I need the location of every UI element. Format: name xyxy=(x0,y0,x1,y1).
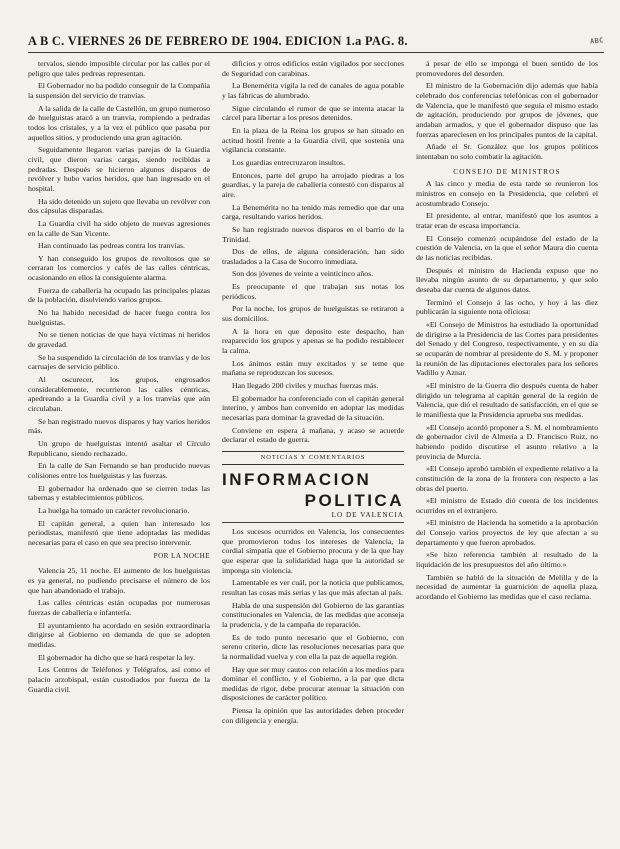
columns xyxy=(28,59,604,849)
paragraph: Sigue circulando el rumor de que se intenta atacar la cárcel para libertar a los presos detenidos. xyxy=(222,103,404,123)
paragraph: dificios y otros edificios están vigilados por secciones de Seguridad con carabinas. xyxy=(222,59,404,78)
paragraph: Los ánimos están muy excitados y se teme que mañana se reproduzcan los sucesos. xyxy=(222,358,404,378)
paragraph: Se han registrado nuevos disparos en el barrio de la Trinidad. xyxy=(222,224,404,244)
paragraph: Se ha suspendido la circulación de los tranvías y de los carruajes de servicio público. xyxy=(28,352,210,372)
paragraph: A las cinco y media de esta tarde se reunieron los ministros en consejo en la Presidencia, que celebró el acostumbrado Consejo. xyxy=(416,179,598,208)
paragraph: »El ministro de Hacienda ha sometido a la aprobación del Consejo varios proyectos de ley que afectan a su departamento y que fueron aprobados. xyxy=(416,518,598,547)
paragraph: Han continuado las pedreas contra los tranvías. xyxy=(38,241,186,251)
paragraph: Habla de una suspensión del Gobierno de las garantías constitucionales en Valencia, de las medidas que aconseja la prudencia, y de la campaña de reparación. xyxy=(222,600,404,629)
paragraph: Después el ministro de Hacienda expuso que no llevaba ningún asunto de su departamento, y que solo deseaba dar cuenta de algunos datos. xyxy=(416,265,598,295)
paragraph: El ministro de la Gobernación dijo además que había celebrado dos conferencias telefónicas con el gobernador de Valencia, que le manifestó que seguía el mismo estado de agitación, produciendo por grupos de jóvenes, que andaban armados, y que el gobernador dispuso que las fuerzas apareciesen en los principales puntos de la capital. xyxy=(416,81,598,139)
paragraph: »El Consejo aprobó también el expediente relativo a la constitución de la zona de la frontera con respecto a las obras del puerto. xyxy=(416,464,598,493)
paragraph: Los guardias entrecruzaron insultos. xyxy=(232,157,346,167)
paragraph: Es preocupante el que trabajan sus notas los periódicos. xyxy=(222,282,404,301)
paragraph: No ha habido necesidad de hacer fuego contra los huelguistas. xyxy=(28,308,210,327)
paragraph: Son dos jóvenes de veinte a veinticinco años. xyxy=(232,269,374,279)
paragraph: La Guardia civil ha sido objeto de nuevas agresiones en la calle de San Vicente. xyxy=(28,218,210,238)
paragraph: También se habló de la situación de Melilla y de la necesidad de aumentar la guarnición de aquella plaza, acordando el Gobierno las medidas que el caso reclama. xyxy=(416,572,598,602)
paragraph: »El ministro de la Guerra dio después cuenta de haber dirigido un telegrama al capitán general de la región de Valencia, que dió el resultado de satisfacción, en el que se le manifiesta que la Presidencia aprueba sus medidas. xyxy=(416,380,598,419)
paragraph: Ha sido detenido un sujeto que llevaba un revólver con dos cápsulas disparadas. xyxy=(28,196,210,216)
paragraph: Conviene en espera á mañana, y acaso se acuerde declarar el estado de guerra. xyxy=(222,425,404,445)
paragraph: El gobernador ha ordenado que se cierren todas las tabernas y establecimientos públicos. xyxy=(28,483,210,503)
paragraph: Fuerza de caballería ha ocupado las principales plazas de la población, disolviendo varios grupos. xyxy=(28,285,210,305)
paragraph: Un grupo de huelguistas intentó asaltar el Círculo Republicano, siendo rechazado. xyxy=(28,438,210,458)
page-header xyxy=(28,30,604,53)
headline-informacion: INFORMACION xyxy=(222,469,372,489)
paragraph: tervalos, siendo imposible circular por las calles por el peligro que tales pedreas representan. xyxy=(28,59,210,78)
paragraph: Hay que ser muy cautos con relación a los medios para dominar el conflicto, y el Gobierno, a la par que dicta medidas de rigor, debe procurar atenuar la situación con disposiciones de carácter político. xyxy=(222,664,404,703)
paragraph: Lamentable es ver cuál, por la noticia que publicamos, resultan las cosas más serias y las que más afectan al país. xyxy=(222,578,404,597)
paragraph: «El Consejo de Ministros ha estudiado la oportunidad de dirigirse a la Presidencia de las Cortes para presidentes del Senado y del Congreso, respectivamente, y en su día se ocuparán de nombrar al presidente de S. M. y proponer la reunión de las diputaciones electorales para los señores Vadillo y Aznar. xyxy=(416,320,598,378)
paragraph: No se tienen noticias de que haya víctimas ni heridos de gravedad. xyxy=(28,330,210,350)
paragraph: Es de todo punto necesario que el Gobierno, con sereno criterio, dicte las resoluciones necesarias para que la normalidad vuelva y con ella la paz de aquella región. xyxy=(222,632,404,661)
paragraph: Entonces, parte del grupo ha arrojado piedras a los guardias, y la pareja de caballería contestó con disparos al aire. xyxy=(222,170,404,199)
paragraph: Añade el Sr. González que los grupos políticos intentaban no solo combatir la agitación. xyxy=(416,142,598,161)
paragraph: Por la noche, los grupos de huelguistas se retiraron a sus domicilios. xyxy=(222,304,404,324)
paragraph: El gobernador ha dicho que se hará respetar la ley. xyxy=(38,652,196,662)
column-1 xyxy=(28,59,210,849)
paragraph: á pesar de ello se imponga el buen sentido de los promovedores del desorden. xyxy=(416,59,598,78)
section-bar: NOTICIAS Y COMENTARIOS xyxy=(222,451,404,465)
headline-politica: POLITICA xyxy=(304,490,404,510)
paragraph: La Benemérita vigila la red de canales de agua potable y las fábricas de alumbrado. xyxy=(222,81,404,100)
paragraph: La Benemérita no ha tenido más remedio que dar una carga, resultando varios heridos. xyxy=(222,202,404,222)
paragraph: »El ministro de Estado dió cuenta de los incidentes ocurridos en el extranjero. xyxy=(416,496,598,515)
paragraph: »Se hizo referencia también al resultado de la liquidación de los presupuestos del año último.» xyxy=(416,550,598,570)
paragraph: El Gobernador no ha podido conseguir de la Compañía la suspensión del servicio de tranvías. xyxy=(28,81,210,100)
paragraph: Piensa la opinión que las autoridades deben proceder con diligencia y energía. xyxy=(222,706,404,725)
paragraph: Valencia 25, 11 noche. El aumento de los huelguistas es ya general, no pudiendo precisarse el número de los que han abandonado el trabajo. xyxy=(28,566,210,595)
paragraph: Terminó el Consejo á las ocho, y hoy á las diez publicarán la siguiente nota oficiosa: xyxy=(416,297,598,317)
paragraph: La huelga ha tomado un carácter revolucionario. xyxy=(38,505,190,515)
paragraph: Las calles céntricas están ocupadas por numerosas fuerzas de caballería e infantería. xyxy=(28,598,210,618)
paragraph: Los Centros de Teléfonos y Telégrafos, así como el palacio arzobispal, están custodiados por fuerza de la Guardia civil. xyxy=(28,665,210,694)
paragraph: Dos de ellos, de alguna consideración, han sido trasladados a la Casa de Socorro inmediata. xyxy=(222,247,404,266)
paragraph: El capitán general, a quien han interesado los periodistas, manifestó que tiene adoptadas las medidas necesarias para el caso en que sea preciso intervenir. xyxy=(28,518,210,547)
paragraph: »El Consejo acordó proponer a S. M. el nombramiento de gobernador civil de Almería a D. Francisco Ruiz, no habiendo podido discutirse el asunto relativo a la provincia de Murcia. xyxy=(416,422,598,461)
column-2 xyxy=(222,59,404,849)
paragraph: El gobernador ha conferenciado con el capitán general interino, y ambos han convenido en adoptar las medidas necesarias para dominar la gravedad de la situación. xyxy=(222,393,404,422)
paragraph: En la plaza de la Reina los grupos se han situado en actitud hostil frente a la Guardia civil, que sostenía una vigilancia constante. xyxy=(222,125,404,155)
paragraph: Al oscurecer, los grupos, engrosados considerablemente, recorrieron las calles céntricas, apedreando a la Guardia civil y a los tranvías que aún circulaban. xyxy=(28,375,210,413)
library-stamp: ABC xyxy=(590,36,605,46)
paragraph: Han llegado 200 civiles y muchas fuerzas más. xyxy=(232,381,379,391)
paragraph: A la salida de la calle de Castellón, un grupo numeroso de huelguistas atacó a un tranvía, rompiendo a pedradas todos los cristales, y a la vez el público que pasaba por aquellos sitios, y produciendo una gran agitación. xyxy=(28,103,210,142)
page-header-title: A B C. VIERNES 26 DE FEBRERO DE 1904. EDICION 1.a PAG. 8. xyxy=(28,33,408,48)
signature: POR LA NOCHE xyxy=(153,551,210,560)
headline-subtitle: LO DE VALENCIA xyxy=(222,511,404,523)
paragraph: Seguidamente llegaron varias parejas de la Guardia civil, que dieron varias cargas, siendo recibidas a pedradas. Después se hicieron algunos disparos de revólver y hubo varios heridos, que han ingresado en el hospital. xyxy=(28,145,210,193)
subhead-consejo: CONSEJO DE MINISTROS xyxy=(453,167,561,176)
paragraph: Los sucesos ocurridos en Valencia, los consecuentes que promovieron todos los intereses de Valencia, la cordial simpatía que el Gobierno procura y de la que hay que esperar que la solidaridad haga que la autoridad se imponga sin violencia. xyxy=(222,526,404,575)
paragraph: El presidente, al entrar, manifestó que los asuntos a tratar eran de escasa importancia. xyxy=(416,211,598,231)
column-3 xyxy=(416,59,598,849)
paragraph: El Consejo comenzó ocupándose del estado de la cuestión de Valencia, en la que el señor Maura dio cuenta de las noticias recibidas. xyxy=(416,233,598,263)
paragraph: Se han registrado nuevos disparos y hay varios heridos más. xyxy=(28,416,210,436)
paragraph: En la calle de San Fernando se han producido nuevas colisiones entre los huelguistas y las fuerzas. xyxy=(28,461,210,480)
paragraph: A la hora en que deposito este despacho, han reaparecido los grupos y apenas se ha podido restablecer la calma. xyxy=(222,326,404,356)
paragraph: El ayuntamiento ha acordado en sesión extraordinaria dirigirse al Gobierno en demanda de que se adopten medidas. xyxy=(28,620,210,650)
paragraph: Y han conseguido los grupos de revoltosos que se cerraran los comercios y cafés de las calles céntricas, ocasionando en ellos la consiguiente alarma. xyxy=(28,253,210,283)
